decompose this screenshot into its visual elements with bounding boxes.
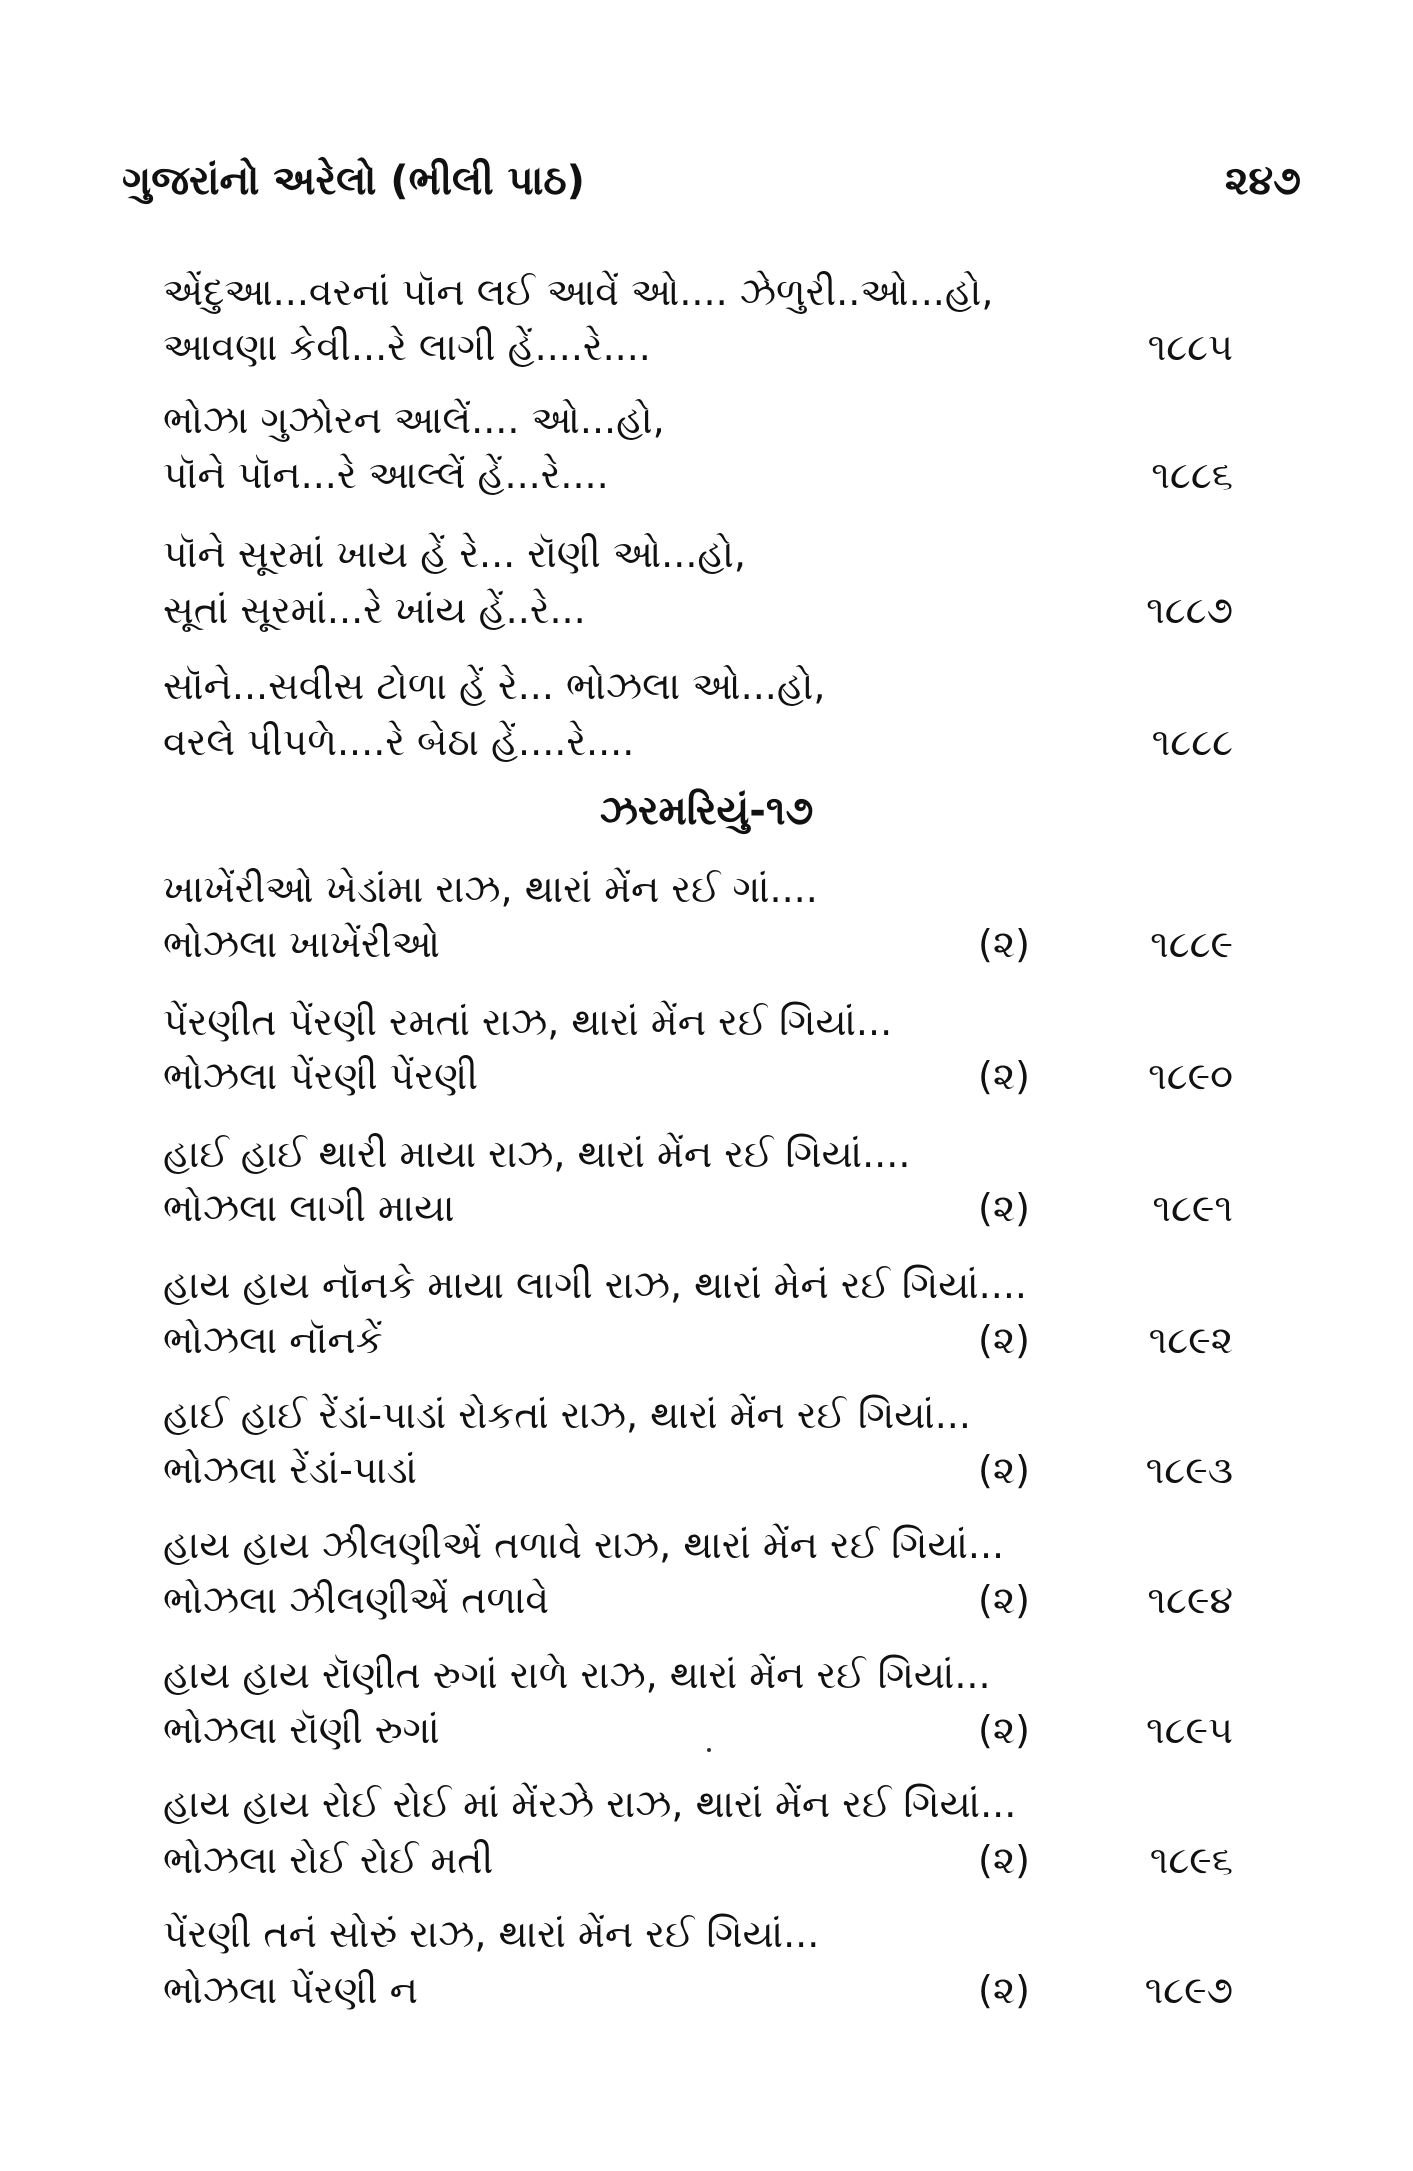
verse-1891-line-1: હાઈ હાઈ થારી માયા રાઝ, થારાં મેંન રઈ ગિયાં.... bbox=[163, 1132, 911, 1176]
verse-1894-line-2: ભોઝલા ઝીલણીએં તળાવે bbox=[163, 1578, 550, 1622]
verse-number: ૧૮૯૫ bbox=[1146, 1708, 1233, 1752]
verse-1888-line-2: વરલે પીપળે....રે બેઠા હેં....રે.... bbox=[163, 720, 635, 764]
verse-number: ૧૮૯૬ bbox=[1149, 1838, 1233, 1882]
verse-1889-line-2: ભોઝલા ખાખેંરીઓ bbox=[163, 922, 440, 966]
verse-1896-line-2: ભોઝલા રોઈ રોઈ મતી bbox=[163, 1838, 494, 1882]
verse-1886-line-1: ભોઝા ગુઝોરન આલેં.... ઓ...હો, bbox=[163, 398, 665, 442]
verse-number: ૧૮૮૮ bbox=[1151, 720, 1233, 764]
verse-1888-line-1: સૉને...સવીસ ટોળા હેં રે... ભોઝલા ઓ...હો, bbox=[163, 664, 826, 708]
repeat-marker: (૨) bbox=[978, 1186, 1030, 1230]
verse-1896-line-1: હાય હાય રોઈ રોઈ માં મેંરઝે રાઝ, થારાં મેંન રઈ ગિયાં... bbox=[163, 1782, 1017, 1826]
verse-1894-line-1: હાય હાય ઝીલણીએં તળાવે રાઝ, થારાં મેંન રઈ ગિયાં... bbox=[163, 1523, 1005, 1567]
verse-1895-line-2: ભોઝલા રૉણી રુગાં bbox=[163, 1708, 440, 1752]
verse-1892-line-2: ભોઝલા નૉનકેં bbox=[163, 1318, 383, 1362]
page-number: ૨૪૭ bbox=[1224, 158, 1301, 204]
verse-number: ૧૮૯૭ bbox=[1144, 1968, 1233, 2012]
verse-1893-line-2: ભોઝલા રેંડાં-પાડાં bbox=[163, 1448, 417, 1492]
verse-number: ૧૮૮૯ bbox=[1150, 922, 1233, 966]
repeat-marker: (૨) bbox=[978, 1318, 1030, 1362]
verse-number: ૧૮૮૭ bbox=[1146, 588, 1233, 632]
print-speck bbox=[707, 1748, 711, 1752]
repeat-marker: (૨) bbox=[978, 1708, 1030, 1752]
verse-1889-line-1: ખાખેંરીઓ ખેડાંમા રાઝ, થારાં મેંન રઈ ગાં.... bbox=[163, 867, 818, 911]
verse-1887-line-1: પૉને સૂરમાં ખાય હેં રે... રૉણી ઓ...હો, bbox=[163, 532, 747, 576]
verse-1897-line-2: ભોઝલા પેંરણી ન bbox=[163, 1968, 418, 2012]
verse-1890-line-1: પેંરણીત પેંરણી રમતાં રાઝ, થારાં મેંન રઈ ગિયાં... bbox=[163, 1000, 893, 1044]
verse-number: ૧૮૮૬ bbox=[1151, 453, 1233, 497]
verse-1897-line-1: પેંરણી તનં સોરું રાઝ, થારાં મેંન રઈ ગિયાં... bbox=[163, 1912, 820, 1956]
repeat-marker: (૨) bbox=[978, 1968, 1030, 2012]
verse-number: ૧૮૯૦ bbox=[1148, 1054, 1233, 1098]
verse-1887-line-2: સૂતાં સૂરમાં...રે ખાંય હેં..રે... bbox=[163, 588, 586, 632]
verse-1886-line-2: પૉને પૉન...રે આલ્લેં હેં...રે.... bbox=[163, 453, 609, 497]
verse-1893-line-1: હાઈ હાઈ રેંડાં-પાડાં રોકતાં રાઝ, થારાં મેંન રઈ ગિયાં... bbox=[163, 1393, 971, 1437]
verse-number: ૧૮૯૧ bbox=[1152, 1186, 1233, 1230]
verse-number: ૧૮૮૫ bbox=[1147, 325, 1233, 369]
repeat-marker: (૨) bbox=[978, 1448, 1030, 1492]
verse-1895-line-1: હાય હાય રૉણીત રુગાં રાળે રાઝ, થારાં મેંન રઈ ગિયાં... bbox=[163, 1653, 991, 1697]
repeat-marker: (૨) bbox=[978, 1054, 1030, 1098]
repeat-marker: (૨) bbox=[978, 922, 1030, 966]
verse-1885-line-2: આવણા કેવી...રે લાગી હેં....રે.... bbox=[163, 325, 651, 369]
verse-number: ૧૮૯૩ bbox=[1145, 1448, 1233, 1492]
repeat-marker: (૨) bbox=[978, 1838, 1030, 1882]
verse-1891-line-2: ભોઝલા લાગી માયા bbox=[163, 1186, 455, 1230]
running-header-title: ગુજરાંનો અરેલો (ભીલી પાઠ) bbox=[122, 158, 585, 204]
verse-1885-line-1: એંદુઆ...વરનાં પૉન લઈ આવેં ઓ.... ઝેળુરી..ઓ...હો, bbox=[163, 270, 994, 314]
verse-number: ૧૮૯૪ bbox=[1147, 1578, 1233, 1622]
verse-number: ૧૮૯૨ bbox=[1148, 1318, 1233, 1362]
verse-1890-line-2: ભોઝલા પેંરણી પેંરણી bbox=[163, 1054, 478, 1098]
section-title: ઝરમરિયું-૧૭ bbox=[599, 788, 814, 834]
repeat-marker: (૨) bbox=[978, 1578, 1030, 1622]
verse-1892-line-1: હાય હાય નૉનકે માયા લાગી રાઝ, થારાં મેનં રઈ ગિયાં.... bbox=[163, 1263, 1027, 1307]
